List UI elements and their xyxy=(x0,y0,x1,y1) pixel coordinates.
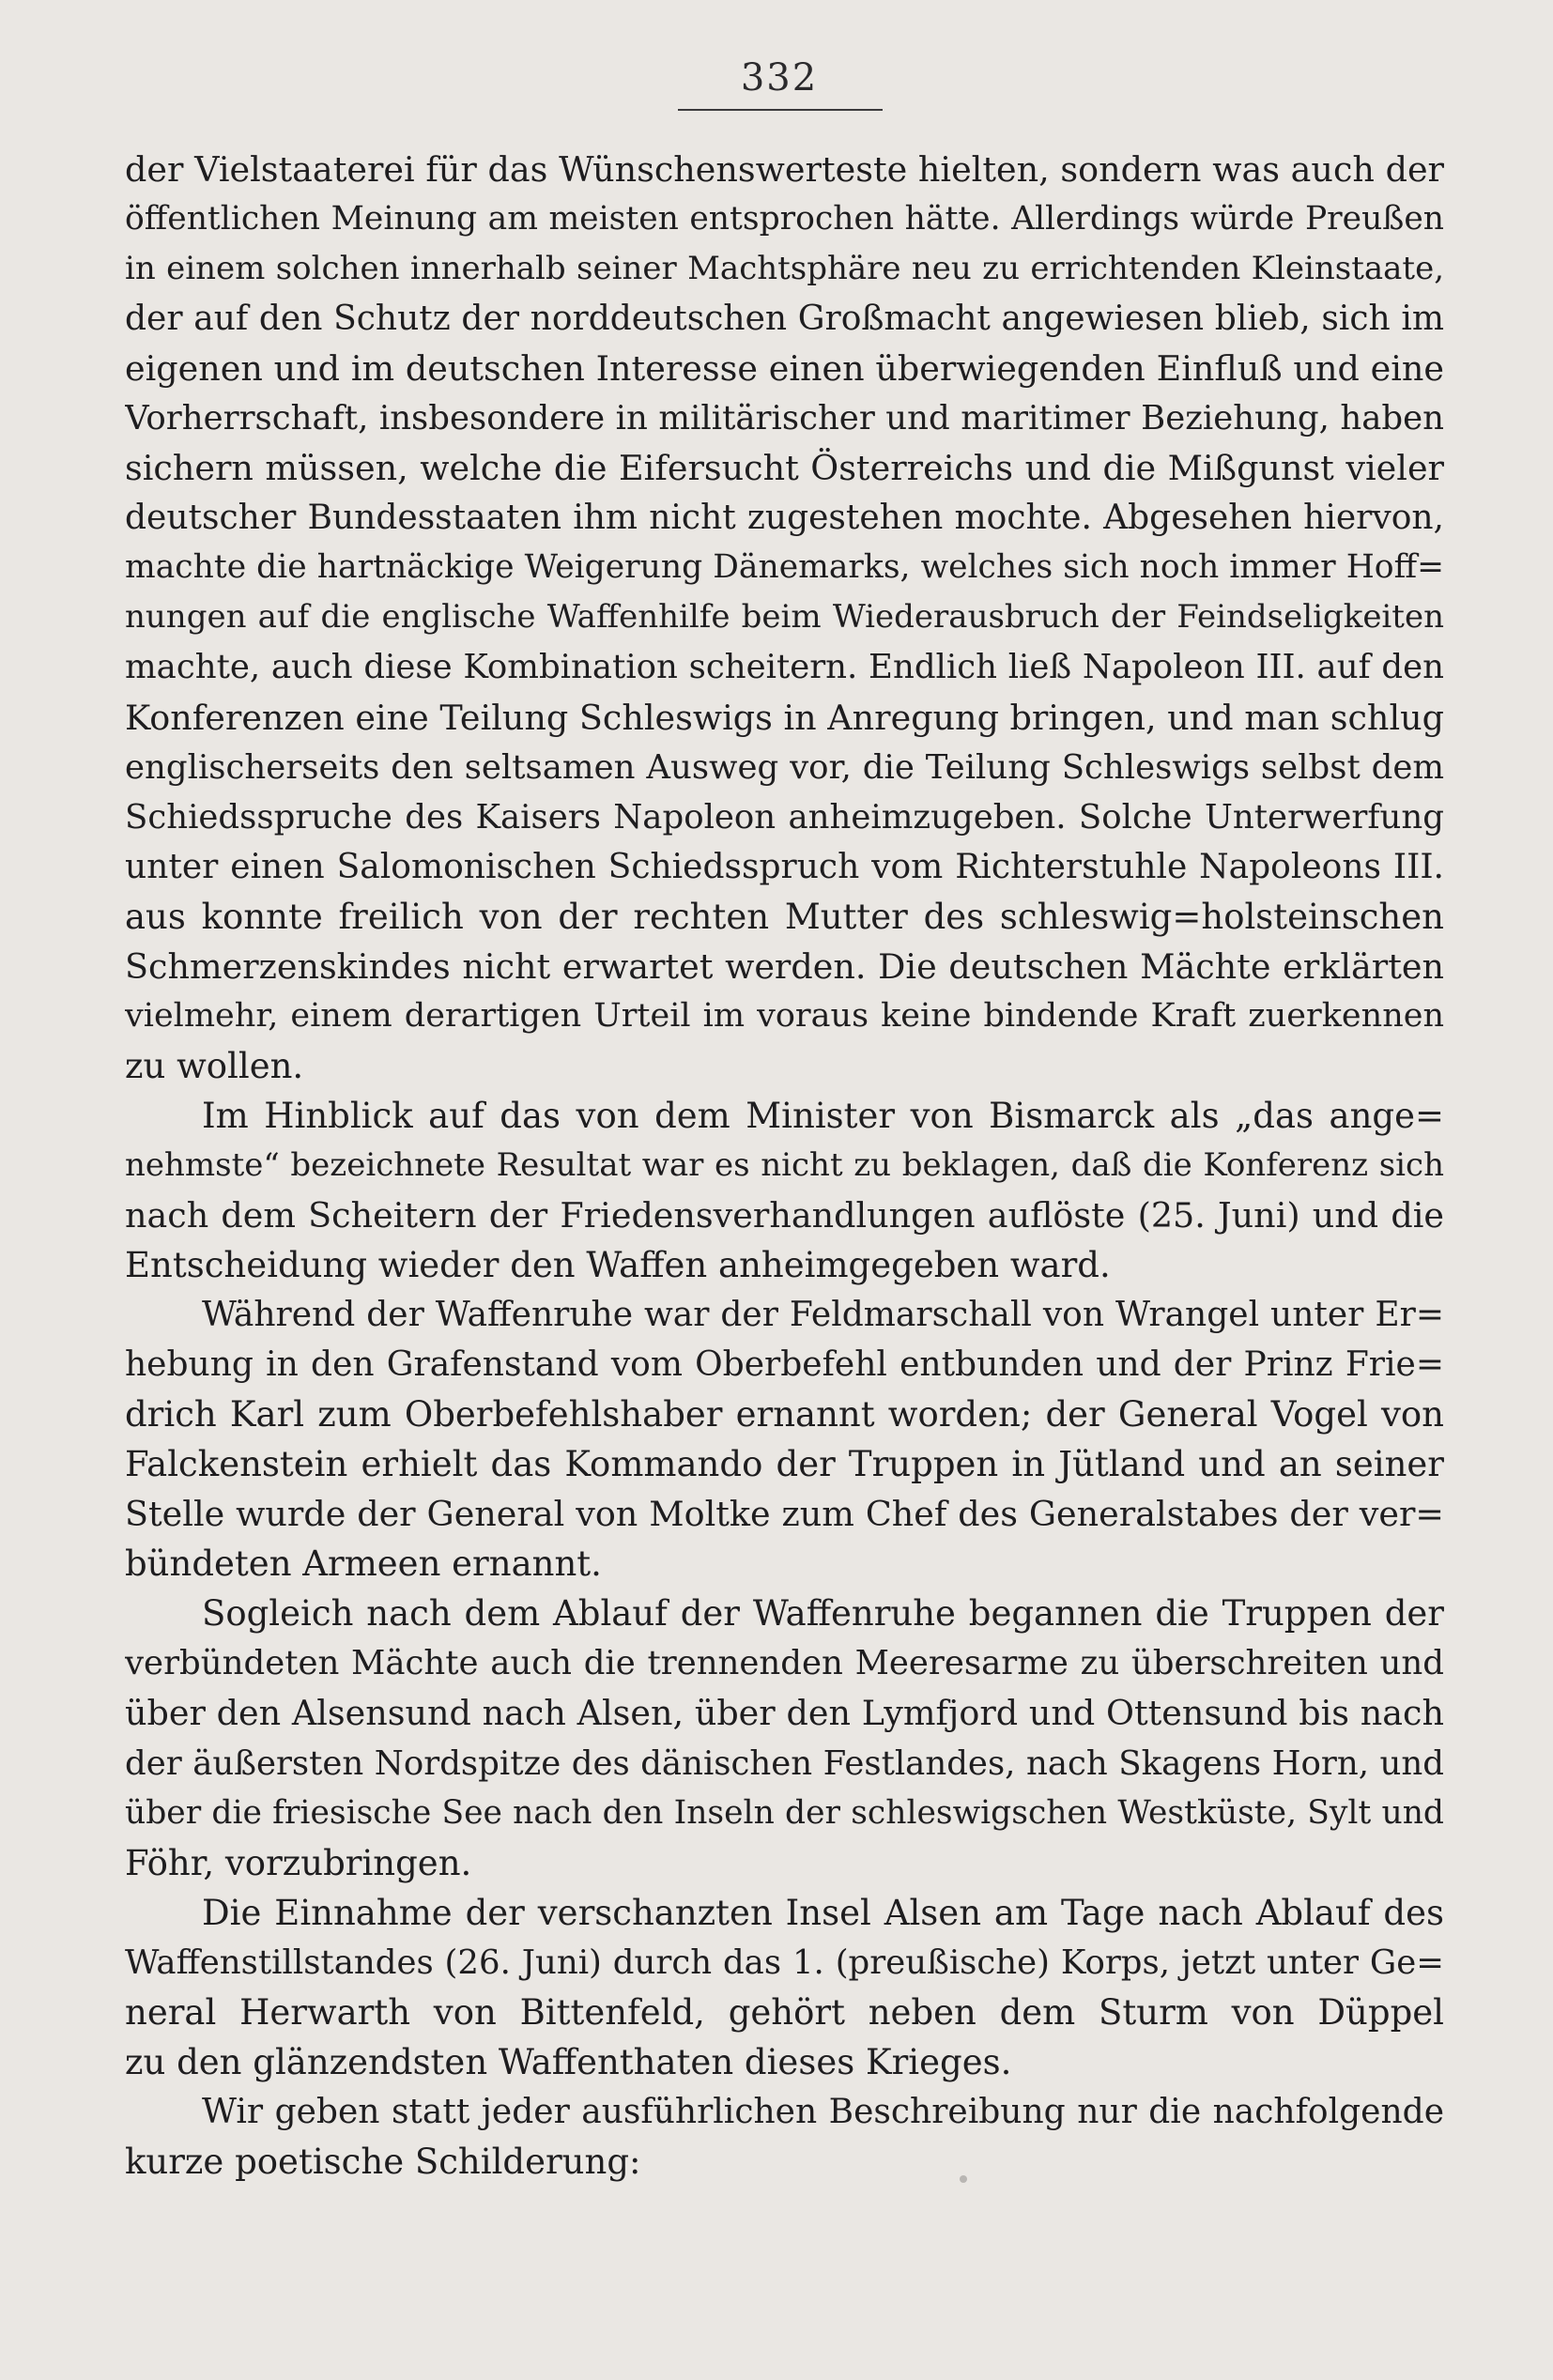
text-line: nehmste“ bezeichnete Resultat war es nicht zu beklagen, daß die Konferenz sich xyxy=(125,1145,1444,1184)
text-line: englischerseits den seltsamen Ausweg vor, die Teilung Schleswigs selbst dem xyxy=(125,747,1444,787)
text-line: der Vielstaaterei für das Wünschenswerteste hielten, sondern was auch der xyxy=(125,149,1444,190)
text-line: Schiedsspruche des Kaisers Napoleon anheimzugeben. Solche Unterwerfung xyxy=(125,797,1444,837)
text-line: vielmehr, einem derartigen Urteil im voraus keine bindende Kraft zuerkennen xyxy=(125,996,1444,1035)
text-body xyxy=(125,145,1444,2187)
paragraph-start-line: Wir geben statt jeder ausführlichen Beschreibung nur die nachfolgende xyxy=(202,2092,1444,2131)
text-line: sichern müssen, welche die Eifersucht Österreichs und die Mißgunst vieler xyxy=(125,448,1444,489)
paragraph-start-line: Im Hinblick auf das von dem Minister von Bismarck als „das ange= xyxy=(202,1095,1444,1136)
text-line: zu wollen. xyxy=(125,1045,304,1086)
text-line: der auf den Schutz der norddeutschen Großmacht angewiesen blieb, sich im xyxy=(125,299,1444,339)
text-line: nach dem Scheitern der Friedensverhandlungen auflöste (25. Juni) und die xyxy=(125,1194,1444,1236)
text-line: in einem solchen innerhalb seiner Machtsphäre neu zu errichtenden Kleinstaate, xyxy=(125,250,1444,288)
text-line: Vorherrschaft, insbesondere in militärischer und maritimer Beziehung, haben xyxy=(125,399,1444,438)
paragraph-start-line: Sogleich nach dem Ablauf der Waffenruhe begannen die Truppen der xyxy=(202,1593,1444,1635)
text-line: neral Herwarth von Bittenfeld, gehört neben dem Sturm von Düppel xyxy=(125,1991,1444,2033)
text-line: über die friesische See nach den Inseln der schleswigschen Westküste, Sylt und xyxy=(125,1793,1444,1832)
text-line: zu den glänzendsten Waffenthaten dieses Krieges. xyxy=(125,2041,1012,2082)
text-line: Föhr, vorzubringen. xyxy=(125,1842,472,1883)
header-rule xyxy=(678,109,883,111)
text-line: Konferenzen eine Teilung Schleswigs in Anregung bringen, und man schlug xyxy=(125,697,1444,738)
text-line: drich Karl zum Oberbefehlshaber ernannt worden; der General Vogel von xyxy=(125,1394,1444,1436)
text-line: Schmerzenskindes nicht erwartet werden. Die deutschen Mächte erklärten xyxy=(125,945,1444,987)
text-line: eigenen und im deutschen Interesse einen überwiegenden Einfluß und eine xyxy=(125,348,1444,390)
text-line: Entscheidung wieder den Waffen anheimgegeben ward. xyxy=(125,1245,1111,1286)
paper-speck xyxy=(960,2175,967,2183)
text-line: deutscher Bundesstaaten ihm nicht zugestehen mochte. Abgesehen hiervon, xyxy=(125,499,1444,538)
paragraph-start-line: Während der Waffenruhe war der Feldmarschall von Wrangel unter Er= xyxy=(202,1296,1444,1335)
text-line: öffentlichen Meinung am meisten entsprochen hätte. Allerdings würde Preußen xyxy=(125,200,1444,238)
text-line: unter einen Salomonischen Schiedsspruch vom Richterstuhle Napoleons III. xyxy=(125,847,1444,886)
text-line: hebung in den Grafenstand vom Oberbefehl entbunden und der Prinz Frie= xyxy=(125,1345,1444,1385)
text-line: der äußersten Nordspitze des dänischen Festlandes, nach Skagens Horn, und xyxy=(125,1743,1444,1783)
text-line: aus konnte freilich von der rechten Mutter des schleswig=holsteinschen xyxy=(125,896,1444,937)
text-line: machte die hartnäckige Weigerung Dänemarks, welches sich noch immer Hoff= xyxy=(125,548,1444,587)
text-line: über den Alsensund nach Alsen, über den Lymfjord und Ottensund bis nach xyxy=(125,1693,1444,1734)
text-line: machte, auch diese Kombination scheitern. Endlich ließ Napoleon III. auf den xyxy=(125,648,1444,687)
page-number: 332 xyxy=(740,56,819,100)
text-line: Stelle wurde der General von Moltke zum Chef des Generalstabes der ver= xyxy=(125,1494,1444,1535)
text-line: bündeten Armeen ernannt. xyxy=(125,1543,602,1585)
paragraph-start-line: Die Einnahme der verschanzten Insel Alsen am Tage nach Ablauf des xyxy=(202,1892,1444,1933)
text-line: kurze poetische Schilderung: xyxy=(125,2141,641,2182)
text-line: nungen auf die englische Waffenhilfe beim Wiederausbruch der Feindseligkeiten xyxy=(125,598,1444,637)
text-line: Falckenstein erhielt das Kommando der Truppen in Jütland und an seiner xyxy=(125,1444,1444,1485)
text-line: Waffenstillstandes (26. Juni) durch das 1. (preußische) Korps, jetzt unter Ge= xyxy=(125,1942,1444,1982)
text-line: verbündeten Mächte auch die trennenden Meeresarme zu überschreiten und xyxy=(125,1644,1444,1683)
